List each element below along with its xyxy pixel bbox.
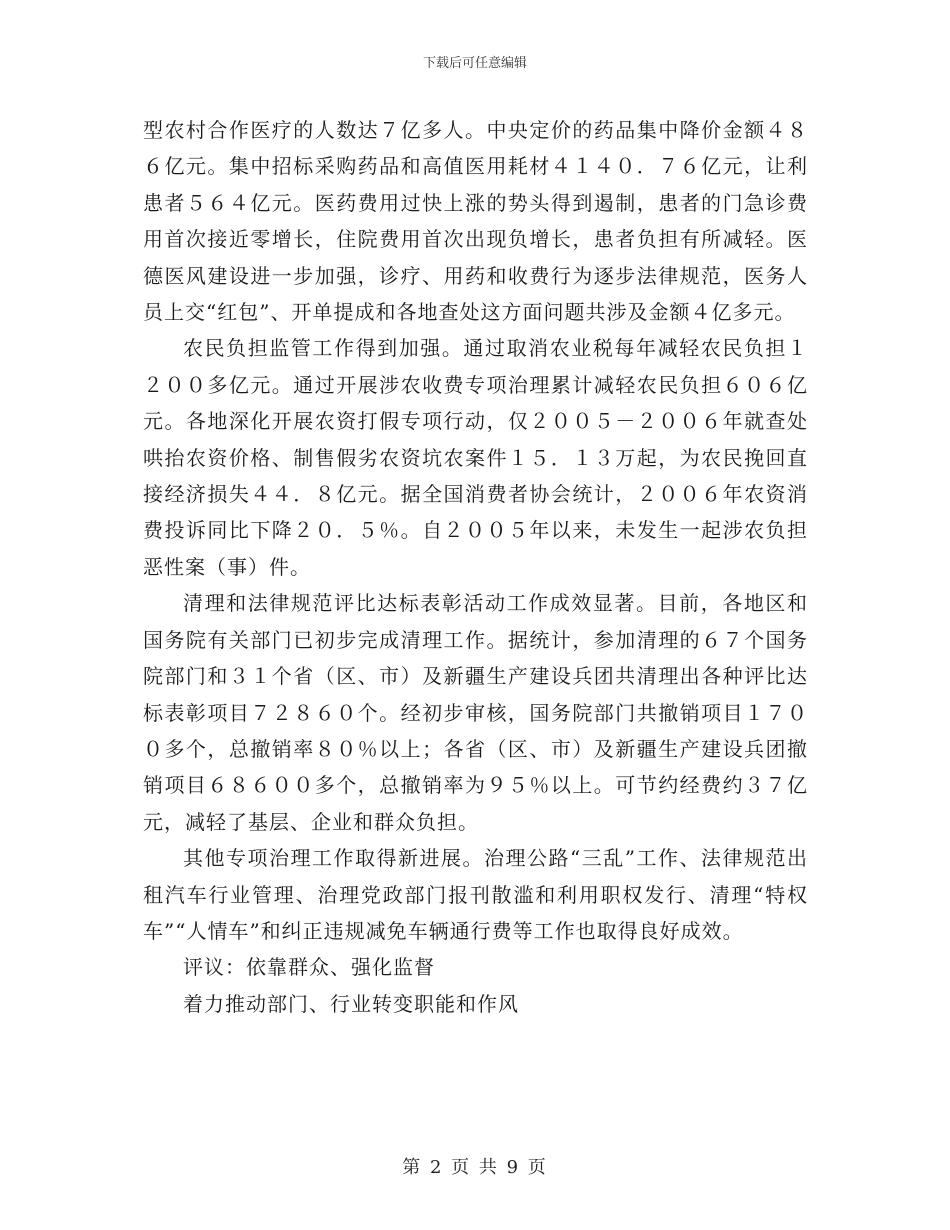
paragraph-farmer-burden: 农民负担监管工作得到加强。通过取消农业税每年减轻农民负担１２００多亿元。通过开展涉农收费专项治理累计减轻农民负担６０６亿元。各地深化开展农资打假专项行动，仅２００５－２００６年就查处哄抬农资价格、制售假劣农资坑农案件１５．１３万起，为农民挽回直接经济损失４４．８亿元。据全国消费者协会统计，２００６年农资消费投诉同比下降２０．５％。自２００５年以来，未发生一起涉农负担恶性案（事）件。 xyxy=(143,336,808,579)
paragraph-medical-reform: 型农村合作医疗的人数达７亿多人。中央定价的药品集中降价金额４８６亿元。集中招标采购药品和高值医用耗材４１４０．７６亿元，让利患者５６４亿元。医药费用过快上涨的势头得到遏制，患者的门急诊费用首次接近零增长，住院费用首次出现负增长，患者负担有所减轻。医德医风建设进一步加强，诊疗、用药和收费行为逐步法律规范，医务人员上交“红包”、开单提成和各地查处这方面问题共涉及金额４亿多元。 xyxy=(143,118,808,325)
paragraph-evaluation-cleanup: 清理和法律规范评比达标表彰活动工作成效显著。目前，各地区和国务院有关部门已初步完成清理工作。据统计，参加清理的６７个国务院部门和３１个省（区、市）及新疆生产建设兵团共清理出各种评比达标表彰项目７２８６０个。经初步审核，国务院部门共撤销项目１７００多个，总撤销率８０％以上；各省（区、市）及新疆生产建设兵团撤销项目６８６００多个，总撤销率为９５％以上。可节约经费约３７亿元，减轻了基层、企业和群众负担。 xyxy=(143,591,808,834)
section-heading-review: 评议：依靠群众、强化监督 xyxy=(183,955,435,980)
body-text xyxy=(143,112,808,1022)
paragraph-special-governance: 其他专项治理工作取得新进展。治理公路“三乱”工作、法律规范出租汽车行业管理、治理党政部门报刊散滥和利用职权发行、清理“特权车”“人情车”和纠正违规减免车辆通行费等工作也取得良好成效。 xyxy=(143,846,808,943)
header-note: 下载后可任意编辑 xyxy=(422,56,527,71)
page-number: 第 2 页 共 9 页 xyxy=(402,1157,548,1178)
section-subheading: 着力推动部门、行业转变职能和作风 xyxy=(183,991,519,1016)
